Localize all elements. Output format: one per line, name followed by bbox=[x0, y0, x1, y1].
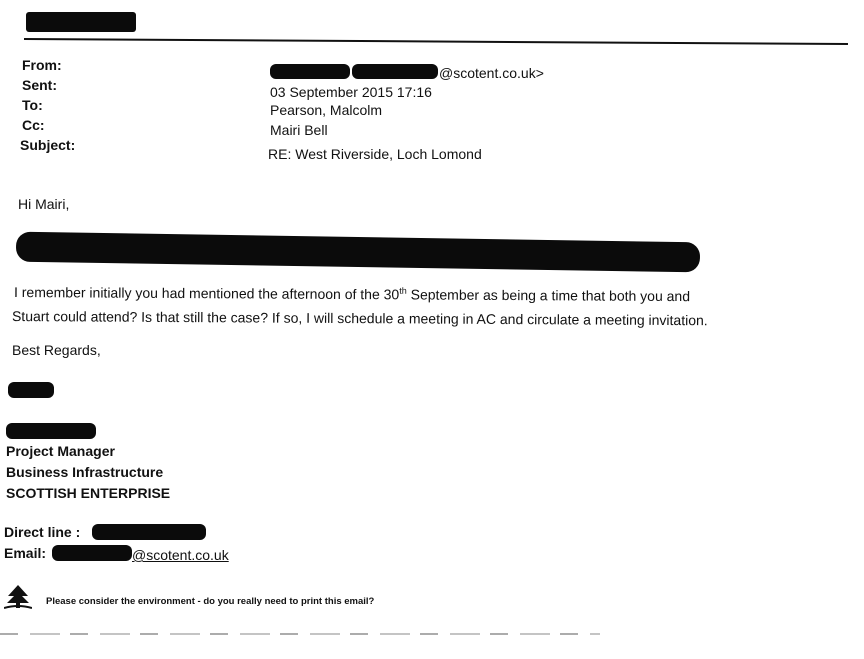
signature-email-domain: @scotent.co.uk bbox=[132, 547, 229, 563]
label-from: From: bbox=[22, 57, 62, 73]
email-label: Email: bbox=[4, 545, 47, 561]
label-subject: Subject: bbox=[20, 137, 76, 153]
body-paragraph-line2: Stuart could attend? Is that still the case? If so, I will schedule a meeting in AC and circulate a meeting invitation. bbox=[11, 308, 708, 329]
redacted-signature-fullname bbox=[6, 423, 96, 439]
redacted-sender-name bbox=[26, 12, 136, 32]
subject-value: RE: West Riverside, Loch Lomond bbox=[268, 146, 482, 162]
redacted-body-line bbox=[16, 232, 700, 273]
label-cc: Cc: bbox=[22, 117, 45, 133]
redacted-phone bbox=[92, 524, 206, 540]
redacted-signature-name bbox=[8, 382, 54, 398]
greeting: Hi Mairi, bbox=[18, 196, 70, 212]
tree-icon bbox=[4, 584, 32, 610]
label-sent: Sent: bbox=[22, 77, 57, 93]
label-to: To: bbox=[22, 97, 43, 113]
to-recipient: Pearson, Malcolm bbox=[270, 102, 383, 118]
direct-line-label: Direct line : bbox=[4, 524, 81, 540]
redacted-from-user bbox=[352, 64, 438, 79]
redacted-email-user bbox=[52, 545, 132, 561]
header-rule bbox=[24, 38, 848, 45]
sent-date: 03 September 2015 17:16 bbox=[270, 84, 432, 100]
signature-company: SCOTTISH ENTERPRISE bbox=[6, 485, 171, 501]
footer-divider bbox=[0, 633, 600, 635]
signature-department: Business Infrastructure bbox=[6, 464, 164, 480]
from-email-domain: @scotent.co.uk> bbox=[439, 65, 544, 81]
environment-note: Please consider the environment - do you really need to print this email? bbox=[46, 596, 375, 607]
cc-recipient: Mairi Bell bbox=[270, 122, 328, 138]
signature-title: Project Manager bbox=[6, 443, 115, 459]
redacted-from-name bbox=[270, 64, 350, 79]
body-paragraph-line1: I remember initially you had mentioned the afternoon of the 30th September as being a time that both you and bbox=[13, 284, 691, 305]
closing: Best Regards, bbox=[12, 342, 101, 358]
